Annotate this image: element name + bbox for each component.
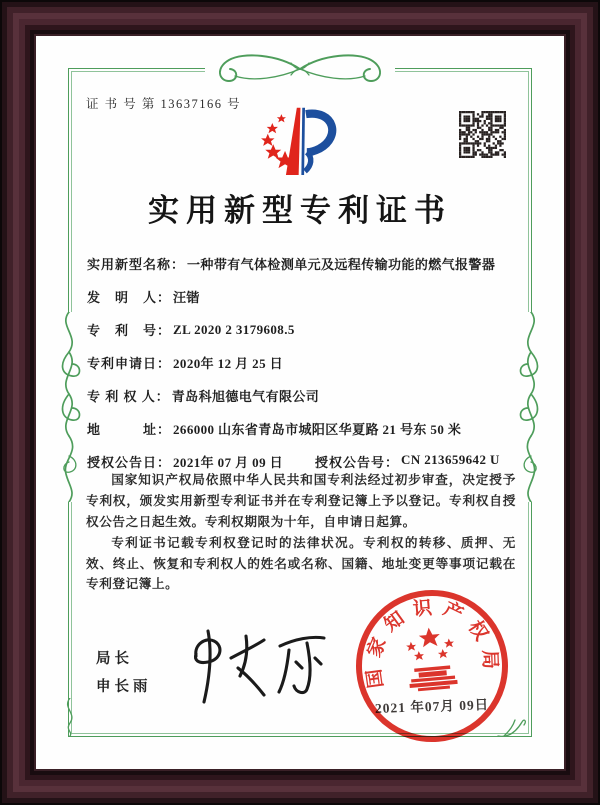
field-filing-date — [87, 346, 534, 379]
field-value: 2021年 07 月 09 日 — [173, 455, 284, 470]
director-signature — [168, 622, 338, 714]
field-value: 青岛科旭德电气有限公司 — [171, 389, 320, 404]
director-title: 局长 — [96, 651, 133, 667]
seal-arc-text: 国家知识产权局 — [362, 597, 501, 690]
field-grant-number — [315, 452, 500, 471]
curl-icon — [60, 698, 80, 736]
field-inventor — [87, 280, 534, 313]
field-value: 汪锴 — [173, 290, 200, 305]
field-label: 专 利 权 人： — [87, 389, 170, 404]
field-label: 地 址： — [87, 422, 172, 437]
certificate-title: 实用新型专利证书 — [148, 193, 452, 228]
qr-code — [459, 111, 506, 158]
director-name: 申长雨 — [96, 679, 152, 695]
logo-p-mark — [286, 108, 332, 175]
body-paragraph-1: 国家知识产权局依照中华人民共和国专利法经过初步审查，决定授予专利权，颁发实用新型专利证书并在专利登记簿上予以登记。专利权自授权公告之日起生效。专利权期限为十年，自申请日起算。 — [86, 473, 516, 529]
field-value: ZL 2020 2 3179608.5 — [173, 321, 295, 337]
seal-date: 2021 年07月 09日 — [374, 697, 490, 716]
field-patent-number — [87, 313, 534, 346]
field-label: 专 利 号： — [87, 323, 172, 338]
certificate-number: 证 书 号 第 13637166 号 — [86, 97, 242, 111]
official-red-seal — [343, 577, 521, 755]
body-paragraph-2: 专利证书记载专利权登记时的法律状况。专利权的转移、质押、无效、终止、恢复和专利权人的姓名或名称、国籍、地址变更等事项记载在专利登记簿上。 — [86, 535, 516, 592]
field-value: 266000 山东省青岛市城阳区华夏路 21 号东 50 米 — [173, 422, 462, 437]
field-patentee — [87, 379, 534, 412]
bottom-left-curl-ornament — [60, 698, 80, 736]
cnipa-patent-logo — [246, 96, 364, 184]
field-value: 2020年 12 月 25 日 — [173, 356, 284, 371]
field-address — [87, 412, 534, 445]
top-flourish-ornament — [205, 50, 395, 88]
flourish-icon — [52, 312, 86, 502]
director-block — [96, 645, 152, 701]
field-label: 授权公告号： — [315, 455, 400, 470]
certificate-fields — [87, 247, 534, 478]
flourish-icon — [205, 50, 395, 88]
signature-strokes — [196, 631, 325, 702]
field-label: 专利申请日： — [87, 356, 172, 371]
certificate-body-text — [86, 470, 516, 595]
field-label: 授权公告日： — [87, 455, 172, 470]
field-value: 一种带有气体检测单元及远程传输功能的燃气报警器 — [187, 257, 496, 272]
field-utility-model-name — [87, 247, 534, 280]
field-label: 发 明 人： — [87, 290, 172, 305]
left-flourish-ornament — [52, 312, 86, 502]
field-value: CN 213659642 U — [401, 452, 500, 467]
field-label: 实用新型名称： — [87, 257, 186, 272]
national-emblem — [405, 626, 458, 692]
